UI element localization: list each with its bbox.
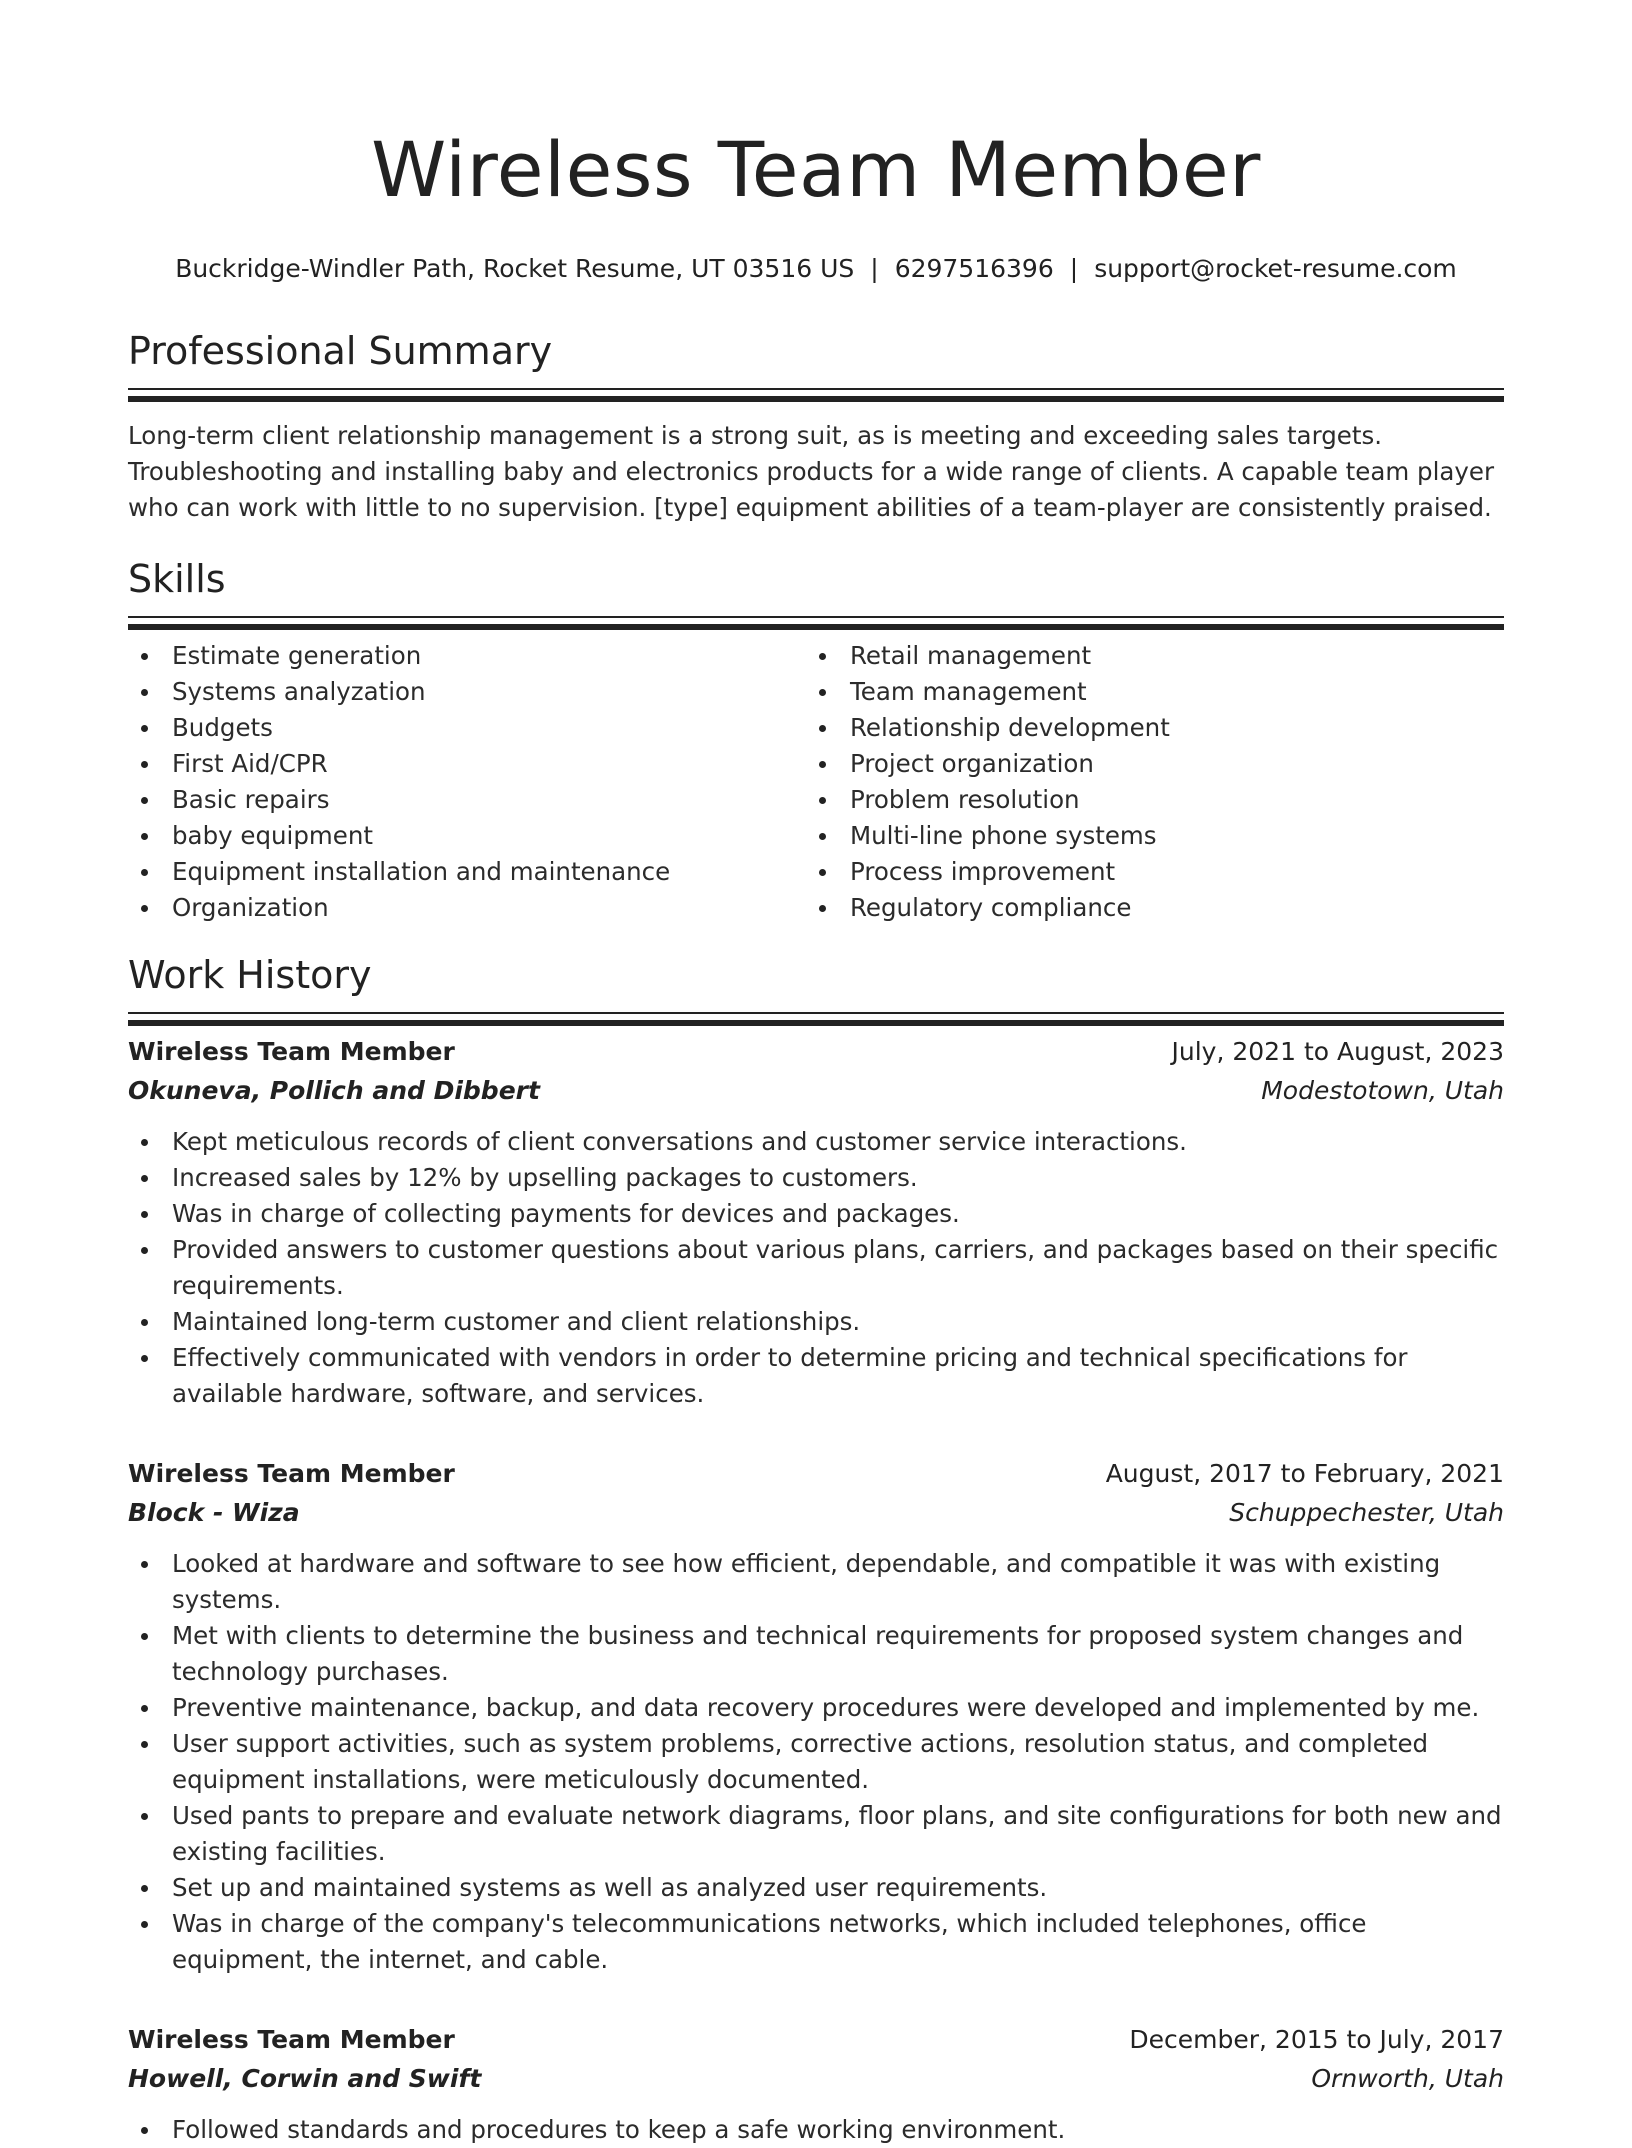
summary-text: Long-term client relationship management is a strong suit, as is meeting and exceeding sales targets. Troubleshooting and installing baby and electronics products for a wide range of clients. A capable team player who can work with little to no supervision. [type] equipment abilities of a team-player are consistently praised. — [128, 421, 1495, 522]
job-bullet: Was in charge of the company's telecommunications networks, which included telephones, office equipment, the internet, and cable. — [128, 1906, 1504, 1978]
job-header-row — [128, 2020, 1504, 2060]
job-subheader-row — [128, 1494, 1504, 1532]
job-bullet: Used pants to prepare and evaluate network diagrams, floor plans, and site configurations for both new and existing facilities. — [128, 1798, 1504, 1870]
section-divider — [128, 616, 1504, 618]
job-bullet: Was in charge of collecting payments for devices and packages. — [128, 1196, 1504, 1232]
job-header-row — [128, 1454, 1504, 1494]
skill-item: Team management — [806, 674, 1484, 710]
job-entry — [128, 1032, 1504, 1412]
job-title: Wireless Team Member — [128, 1037, 455, 1066]
job-entry — [128, 2020, 1504, 2148]
job-location: Modestotown, Utah — [1261, 1076, 1504, 1105]
job-title: Wireless Team Member — [128, 1459, 455, 1488]
job-title: Wireless Team Member — [128, 2025, 455, 2054]
job-dates: August, 2017 to February, 2021 — [1105, 1459, 1504, 1488]
job-bullet: Maintained long-term customer and client relationships. — [128, 1304, 1504, 1340]
job-company: Block - Wiza — [128, 1498, 300, 1527]
job-bullets — [128, 1124, 1504, 1412]
skill-item: Basic repairs — [128, 782, 806, 818]
contact-separator: | — [1069, 254, 1079, 283]
skill-item: Budgets — [128, 710, 806, 746]
section-divider — [128, 1012, 1504, 1014]
work-history-section — [128, 950, 1504, 2148]
skill-item: Problem resolution — [806, 782, 1484, 818]
contact-phone: 6297516396 — [894, 254, 1054, 283]
job-bullet: Followed standards and procedures to keep a safe working environment. — [128, 2112, 1504, 2148]
skill-item: baby equipment — [128, 818, 806, 854]
job-bullet: Met with clients to determine the business and technical requirements for proposed system changes and technology purchases. — [128, 1618, 1504, 1690]
job-subheader-row — [128, 2060, 1504, 2098]
skill-item: Equipment installation and maintenance — [128, 854, 806, 890]
job-header-row — [128, 1032, 1504, 1072]
resume-name: Wireless Team Member — [371, 125, 1261, 214]
skill-item: Regulatory compliance — [806, 890, 1484, 926]
section-title-summary: Professional Summary — [128, 329, 553, 373]
contact-address: Buckridge-Windler Path, Rocket Resume, UT 03516 US — [175, 254, 855, 283]
skill-item: Organization — [128, 890, 806, 926]
job-location: Schuppechester, Utah — [1229, 1498, 1504, 1527]
job-bullet: Effectively communicated with vendors in order to determine pricing and technical specifications for available hardware, software, and services. — [128, 1340, 1504, 1412]
contact-email: support@rocket-resume.com — [1094, 254, 1457, 283]
professional-summary-section — [128, 326, 1504, 526]
skill-item: Multi-line phone systems — [806, 818, 1484, 854]
job-bullet: Looked at hardware and software to see how efficient, dependable, and compatible it was with existing systems. — [128, 1546, 1504, 1618]
job-bullet: User support activities, such as system problems, corrective actions, resolution status, and completed equipment installations, were meticulously documented. — [128, 1726, 1504, 1798]
skill-item: Project organization — [806, 746, 1484, 782]
skills-list-left — [128, 638, 806, 926]
skill-item: Retail management — [806, 638, 1484, 674]
job-bullet: Increased sales by 12% by upselling packages to customers. — [128, 1160, 1504, 1196]
contact-line — [128, 252, 1504, 286]
job-bullet: Kept meticulous records of client conversations and customer service interactions. — [128, 1124, 1504, 1160]
section-title-skills: Skills — [128, 557, 226, 601]
skill-item: Relationship development — [806, 710, 1484, 746]
skill-item: First Aid/CPR — [128, 746, 806, 782]
job-location: Ornworth, Utah — [1311, 2064, 1504, 2093]
contact-separator: | — [870, 254, 879, 283]
job-company: Okuneva, Pollich and Dibbert — [128, 1076, 540, 1105]
job-bullet: Set up and maintained systems as well as analyzed user requirements. — [128, 1870, 1504, 1906]
job-bullets — [128, 1546, 1504, 1978]
job-bullets — [128, 2112, 1504, 2148]
job-bullet: Preventive maintenance, backup, and data recovery procedures were developed and implemented by me. — [128, 1690, 1504, 1726]
section-title-work-history: Work History — [128, 953, 372, 997]
skills-section — [128, 554, 1504, 926]
job-entry — [128, 1454, 1504, 1978]
section-divider — [128, 388, 1504, 390]
skills-list-right — [806, 638, 1484, 926]
job-subheader-row — [128, 1072, 1504, 1110]
job-dates: July, 2021 to August, 2023 — [1171, 1037, 1504, 1066]
job-bullet: Provided answers to customer questions about various plans, carriers, and packages based on their specific requirements. — [128, 1232, 1504, 1304]
resume-page — [128, 0, 1504, 2148]
skill-item: Process improvement — [806, 854, 1484, 890]
job-dates: December, 2015 to July, 2017 — [1129, 2025, 1504, 2054]
job-company: Howell, Corwin and Swift — [128, 2064, 482, 2093]
skill-item: Estimate generation — [128, 638, 806, 674]
skill-item: Systems analyzation — [128, 674, 806, 710]
skills-columns — [128, 638, 1504, 926]
